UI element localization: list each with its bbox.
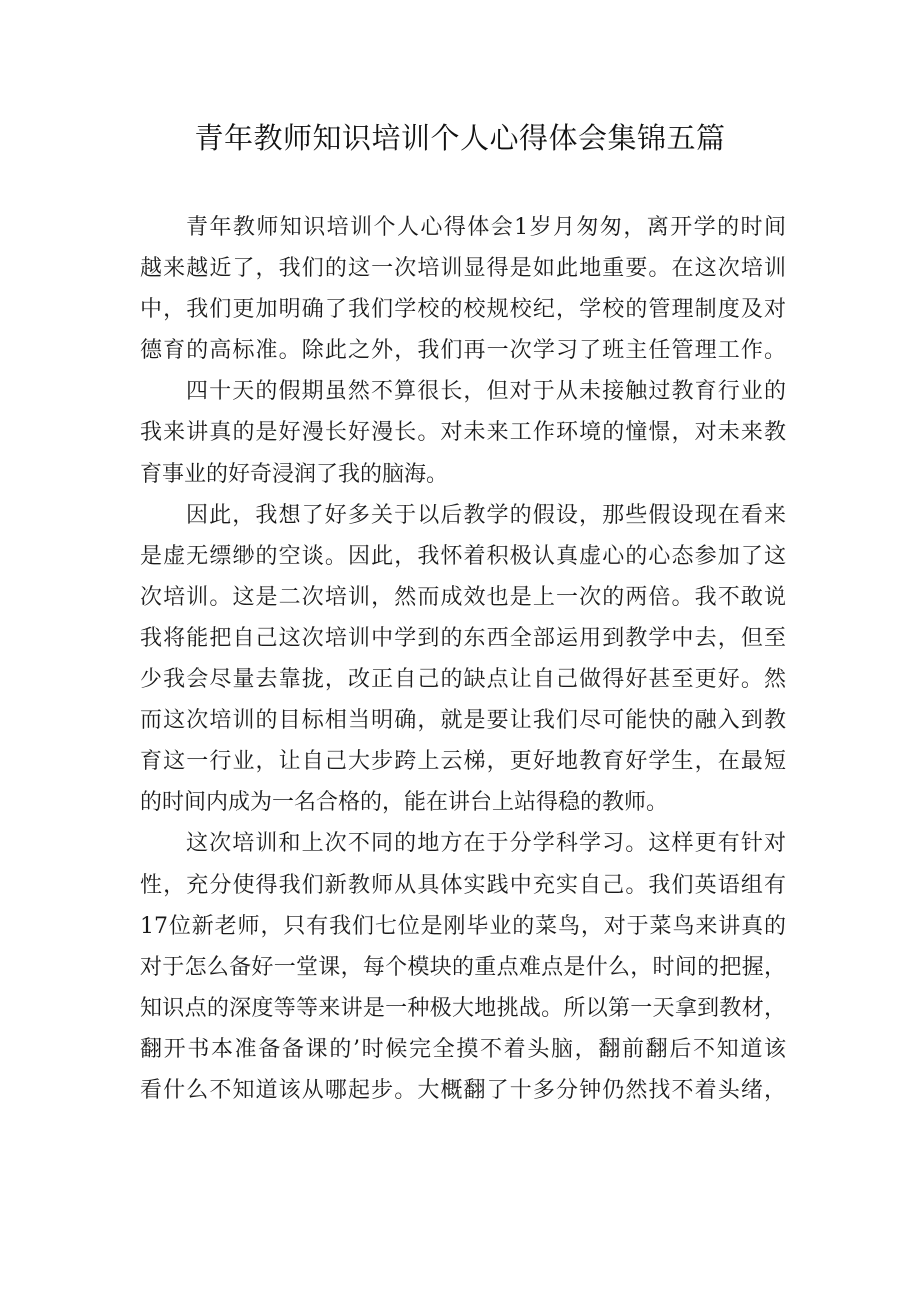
text-line: 次培训。这是二次培训，然而成效也是上一次的两倍。我不敢说	[140, 584, 786, 610]
text-line: 性，充分使得我们新教师从具体实践中充实自己。我们英语组有	[140, 872, 786, 898]
text-line: 越来越近了，我们的这一次培训显得是如此地重要。在这次培训	[140, 256, 786, 282]
text-line: 这次培训和上次不同的地方在于分学科学习。这样更有针对	[186, 831, 786, 857]
text-line: 育事业的好奇浸润了我的脑海。	[140, 461, 449, 487]
text-line: 少我会尽量去靠拢，改正自己的缺点让自己做得好甚至更好。然	[140, 667, 786, 693]
document-body	[140, 207, 786, 1111]
text-line: 的时间内成为一名合格的，能在讲台上站得稳的教师。	[140, 790, 669, 816]
text-line: 对于怎么备好一堂课，每个模块的重点难点是什么，时间的把握，	[140, 954, 786, 980]
text-line: 是虚无缥缈的空谈。因此，我怀着积极认真虚心的心态参加了这	[140, 543, 786, 569]
text-line: 17位新老师，只有我们七位是刚毕业的菜鸟，对于菜鸟来讲真的	[140, 913, 786, 939]
document-title: 青年教师知识培训个人心得体会集锦五篇	[194, 121, 726, 155]
text-line: 青年教师知识培训个人心得体会1岁月匆匆，离开学的时间	[186, 215, 786, 240]
text-line: 中，我们更加明确了我们学校的校规校纪，学校的管理制度及对	[140, 297, 786, 323]
text-line: 我来讲真的是好漫长好漫长。对未来工作环境的憧憬，对未来教	[140, 420, 786, 446]
text-line: 知识点的深度等等来讲是一种极大地挑战。所以第一天拿到教材，	[140, 995, 786, 1021]
text-line: 看什么不知道该从哪起步。大概翻了十多分钟仍然找不着头绪，	[140, 1077, 786, 1103]
text-line: 育这一行业，让自己大步跨上云梯，更好地教育好学生，在最短	[140, 749, 786, 775]
text-line: 四十天的假期虽然不算很长，但对于从未接触过教育行业的	[186, 379, 786, 405]
text-line: 我将能把自己这次培训中学到的东西全部运用到教学中去，但至	[140, 625, 786, 651]
text-line: 德育的高标准。除此之外，我们再一次学习了班主任管理工作。	[140, 338, 786, 364]
text-line: 而这次培训的目标相当明确，就是要让我们尽可能快的融入到教	[140, 708, 786, 734]
text-line: 翻开书本准备备课的’时候完全摸不着头脑，翻前翻后不知道该	[140, 1036, 786, 1062]
text-line: 因此，我想了好多关于以后教学的假设，那些假设现在看来	[186, 502, 786, 528]
